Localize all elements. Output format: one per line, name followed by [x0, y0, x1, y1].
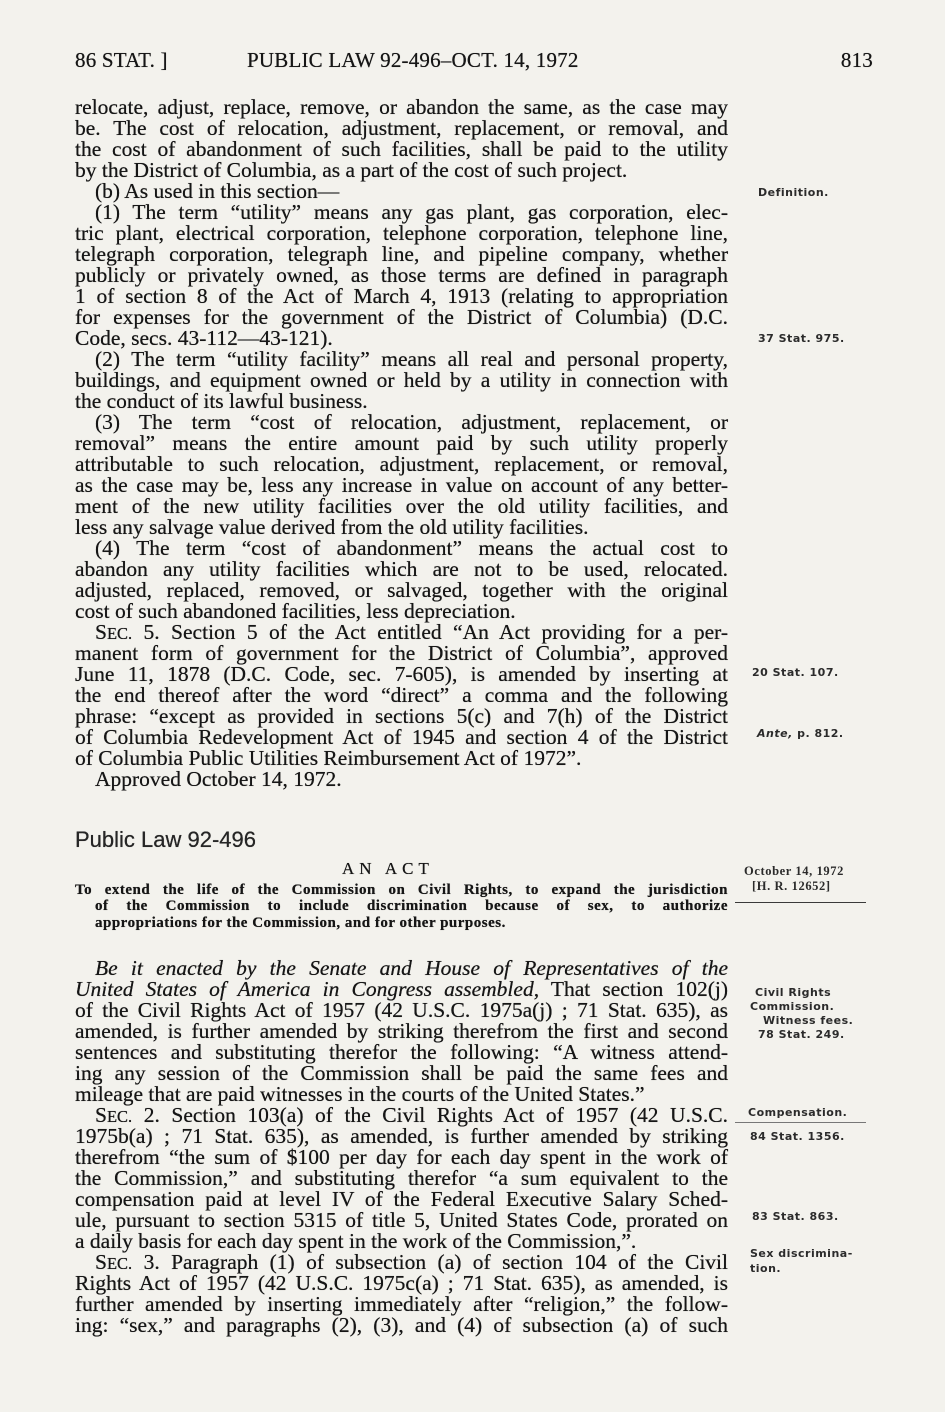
- text-line: attributable to such relocation, adjustment, replacement, or removal,: [75, 451, 728, 476]
- text-line: ing any session of the Commission shall be paid the same fees and: [75, 1060, 728, 1085]
- paragraph: [75, 178, 728, 203]
- enacting-clause-italic: United States of America in Congress assembled,: [75, 976, 540, 1001]
- margin-note-citation: 83 Stat. 863.: [752, 1209, 839, 1223]
- text-run: 3. Paragraph (1) of subsection (a) of section 104 of the Civil: [132, 1249, 728, 1274]
- long-title: [75, 882, 728, 932]
- margin-note-date: October 14, 1972: [744, 863, 844, 878]
- public-law-number: Public Law 92-496: [75, 827, 257, 852]
- text-line: of Columbia Redevelopment Act of 1945 and section 4 of the District: [75, 724, 728, 749]
- margin-note-ante-italic: Ante,: [757, 726, 793, 740]
- text-line: as the case may be, less any increase in value on account of any better-: [75, 472, 728, 497]
- text-line: the cost of abandonment of such facilities, shall be paid to the utility: [75, 136, 728, 161]
- paragraph: [75, 619, 728, 770]
- text-line: buildings, and equipment owned or held by a utility in connection with: [75, 367, 728, 392]
- text-line: Approved October 14, 1972.: [95, 766, 342, 791]
- text-line: adjusted, replaced, removed, or salvaged, together with the original: [75, 577, 728, 602]
- text-line: sentences and substituting therefor the following: “A witness attend-: [75, 1039, 728, 1064]
- text-line: therefrom “the sum of $100 per day for each day spent in the work of: [75, 1144, 728, 1169]
- public-law-text: [75, 955, 728, 1337]
- section-label: SEC.: [95, 619, 133, 644]
- margin-note-citation: 78 Stat. 249.: [758, 1027, 845, 1041]
- previous-law-text: [75, 94, 728, 791]
- text-line: June 11, 1878 (D.C. Code, sec. 7-605), is amended by inserting at: [75, 661, 728, 686]
- paragraph: [75, 409, 728, 539]
- long-title-line: of the Commission to include discrimination because of sex, to authorize: [95, 898, 728, 915]
- paragraph: [75, 535, 728, 623]
- text-line: a daily basis for each day spent in the work of the Commission,”.: [75, 1228, 637, 1253]
- text-line: ule, pursuant to section 5315 of title 5, United States Code, prorated on: [75, 1207, 728, 1232]
- paragraph: [75, 1249, 728, 1337]
- text-line: publicly or privately owned, as those terms are defined in paragraph: [75, 262, 728, 287]
- running-head-volume: 86 STAT. ]: [75, 48, 168, 72]
- text-line: phrase: “except as provided in sections 5(c) and 7(h) of the District: [75, 703, 728, 728]
- margin-note-citation: 84 Stat. 1356.: [750, 1129, 845, 1143]
- enacting-clause-italic: Be it enacted by the Senate and House of Representatives of the: [95, 955, 728, 980]
- margin-rule: [735, 902, 866, 903]
- margin-note-witness-fees: Witness fees.: [763, 1013, 854, 1027]
- text-line: the Commission,” and substituting therefor “a sum equivalent to the: [75, 1165, 728, 1190]
- section-label: SEC.: [95, 1249, 133, 1274]
- text-line: amended, is further amended by striking therefrom the first and second: [75, 1018, 728, 1043]
- paragraph: [75, 346, 728, 413]
- text-line: removal” means the entire amount paid by such utility properly: [75, 430, 728, 455]
- text-line: [75, 1249, 728, 1274]
- text-line: Code, secs. 43-112—43-121).: [75, 325, 333, 350]
- text-line: [75, 1102, 728, 1127]
- text-line: 1975b(a) ; 71 Stat. 635), as amended, is further amended by striking: [75, 1123, 728, 1148]
- paragraph: [75, 955, 728, 1106]
- text-line: Rights Act of 1957 (42 U.S.C. 1975c(a) ; 71 Stat. 635), as amended, is: [75, 1270, 728, 1295]
- text-line: compensation paid at level IV of the Federal Executive Salary Sched-: [75, 1186, 728, 1211]
- margin-note-compensation: Compensation.: [748, 1105, 848, 1119]
- margin-note-sex-discrimination: Sex discrimina-: [750, 1246, 853, 1260]
- text-line: the conduct of its lawful business.: [75, 388, 368, 413]
- text-line: of Columbia Public Utilities Reimbursement Act of 1972”.: [75, 745, 582, 770]
- text-line: manent form of government for the District of Columbia”, approved: [75, 640, 728, 665]
- margin-note-citation: 37 Stat. 975.: [758, 331, 845, 345]
- text-line: (2) The term “utility facility” means all real and personal property,: [95, 346, 728, 371]
- text-line: for expenses for the government of the District of Columbia) (D.C.: [75, 304, 728, 329]
- margin-note-civil-rights: Civil Rights: [755, 985, 832, 999]
- section-label: SEC.: [95, 1102, 133, 1127]
- text-line: ment of the new utility facilities over the old utility facilities, and: [75, 493, 728, 518]
- text-run: 2. Section 103(a) of the Civil Rights Act of 1957 (42 U.S.C.: [132, 1102, 728, 1127]
- paragraph: [75, 1102, 728, 1253]
- text-line: (4) The term “cost of abandonment” means the actual cost to: [95, 535, 728, 560]
- text-line: the end thereof after the word “direct” a comma and the following: [75, 682, 728, 707]
- margin-note-civil-rights: Commission.: [750, 999, 835, 1013]
- text-line: (1) The term “utility” means any gas plant, gas corporation, elec-: [95, 199, 728, 224]
- text-line: telegraph corporation, telegraph line, and pipeline company, whether: [75, 241, 728, 266]
- text-line: of the Civil Rights Act of 1957 (42 U.S.C. 1975a(j) ; 71 Stat. 635), as: [75, 997, 728, 1022]
- margin-note-ante: [757, 727, 844, 740]
- text-line: 1 of section 8 of the Act of March 4, 1913 (relating to appropriation: [75, 283, 728, 308]
- text-line: [75, 619, 728, 644]
- text-line: less any salvage value derived from the old utility facilities.: [75, 514, 589, 539]
- margin-rule: [735, 1122, 866, 1123]
- page-number: 813: [840, 48, 873, 72]
- text-run: 5. Section 5 of the Act entitled “An Act providing for a per-: [132, 619, 728, 644]
- text-line: mileage that are paid witnesses in the courts of the United States.”: [75, 1081, 645, 1106]
- paragraph: [75, 94, 728, 182]
- long-title-line: To extend the life of the Commission on Civil Rights, to expand the jurisdiction: [75, 881, 728, 898]
- margin-note-bill-number: [H. R. 12652]: [752, 878, 831, 893]
- text-line: (3) The term “cost of relocation, adjustment, replacement, or: [95, 409, 728, 434]
- paragraph: [75, 199, 728, 350]
- text-line: tric plant, electrical corporation, telephone corporation, telephone line,: [75, 220, 728, 245]
- text-line: cost of such abandoned facilities, less depreciation.: [75, 598, 516, 623]
- margin-note-ante-text: p. 812.: [792, 726, 844, 740]
- text-line: further amended by inserting immediately after “religion,” the follow-: [75, 1291, 728, 1316]
- margin-note-citation: 20 Stat. 107.: [752, 665, 839, 679]
- text-line: be. The cost of relocation, adjustment, replacement, or removal, and: [75, 115, 728, 140]
- text-line: relocate, adjust, replace, remove, or abandon the same, as the case may: [75, 94, 728, 119]
- running-head-title: PUBLIC LAW 92-496–OCT. 14, 1972: [247, 48, 579, 72]
- text-line: [75, 976, 728, 1001]
- margin-note-sex-discrimination: tion.: [750, 1261, 782, 1275]
- an-act-heading: AN ACT: [342, 859, 434, 878]
- paragraph: [75, 766, 728, 791]
- long-title-line: appropriations for the Commission, and for other purposes.: [95, 914, 506, 931]
- margin-note-definition: Definition.: [758, 185, 829, 199]
- text-run: That section 102(j): [539, 976, 728, 1001]
- text-line: [75, 955, 728, 980]
- text-line: (b) As used in this section—: [95, 178, 340, 203]
- text-line: ing: “sex,” and paragraphs (2), (3), and (4) of subsection (a) of such: [75, 1312, 728, 1337]
- text-line: abandon any utility facilities which are not to be used, relocated.: [75, 556, 728, 581]
- text-line: by the District of Columbia, as a part of the cost of such project.: [75, 157, 628, 182]
